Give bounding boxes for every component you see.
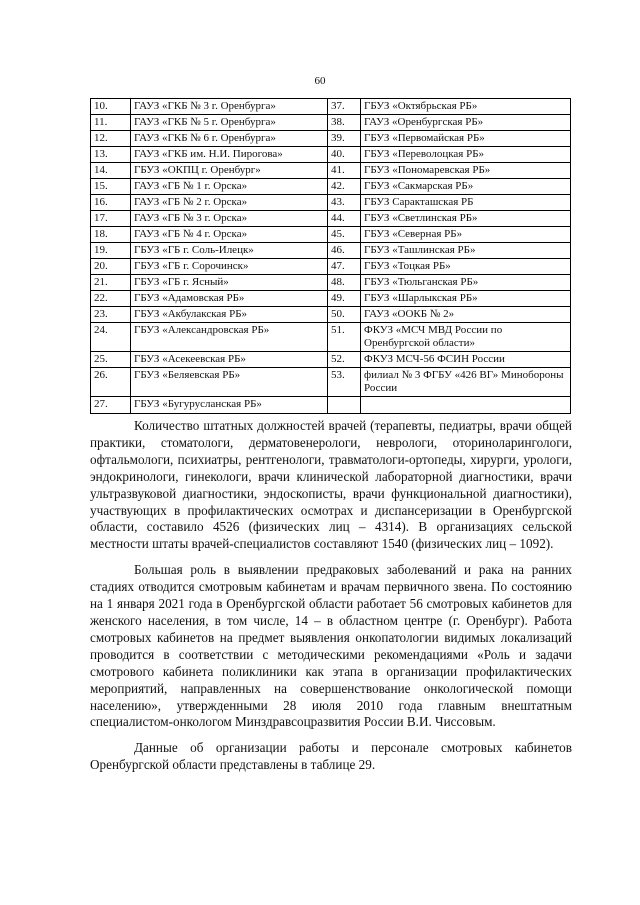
table-row xyxy=(91,368,571,397)
paragraph-exam-rooms: Большая роль в выявлении предраковых заболеваний и рака на ранних стадиях отводится смотровым кабинетам и врачам первичного звена. По состоянию на 1 января 2021 года в Оренбургской области работает 56 смотровых кабинетов для женского населения, в том числе, 14 – в областном центре (г. Оренбург). Работа смотровых кабинетов на предмет выявления онкопатологии видимых локализаций проводится в соответствии с методическими рекомендациями «Роль и задачи смотрового кабинета поликлиники как этапа в организации профилактических мероприятий, направленных на совершенствование онкологической помощи населению», утвержденными 28 июля 2010 года главным внештатным специалистом-онкологом Минздравсоцразвития России В.И. Чиссовым. xyxy=(90,562,572,730)
table-row xyxy=(91,227,571,243)
organization-right: ГБУЗ «Тоцкая РБ» xyxy=(361,259,571,275)
row-number-left: 19. xyxy=(91,243,131,259)
organization-left: ГАУЗ «ГБ № 1 г. Орска» xyxy=(131,179,328,195)
organization-left: ГБУЗ «Асекеевская РБ» xyxy=(131,352,328,368)
row-number-right: 49. xyxy=(328,291,361,307)
row-number-right: 43. xyxy=(328,195,361,211)
table-row xyxy=(91,307,571,323)
table-row xyxy=(91,323,571,352)
organizations-table-body xyxy=(91,99,571,414)
row-number-right: 48. xyxy=(328,275,361,291)
organization-left: ГАУЗ «ГКБ № 5 г. Оренбурга» xyxy=(131,115,328,131)
row-number-right: 42. xyxy=(328,179,361,195)
row-number-left: 15. xyxy=(91,179,131,195)
organization-right: ГБУЗ «Октябрьская РБ» xyxy=(361,99,571,115)
row-number-right: 50. xyxy=(328,307,361,323)
row-number-left: 25. xyxy=(91,352,131,368)
row-number-left: 16. xyxy=(91,195,131,211)
paragraph-staff-count: Количество штатных должностей врачей (терапевты, педиатры, врачи общей практики, стоматологи, дерматовенерологи, неврологи, оториноларингологи, офтальмологи, психиатры, рентгенологи, травматологи-ортопеды, хирурги, урологи, эндокринологи, гинекологи, врачи клинической лабораторной диагностики, врачи ультразвуковой диагностики, эндоскописты, врачи функциональной диагностики), участвующих в профилактических осмотрах и диспансеризации в Оренбургской области, составило 4526 (физических лиц – 4314). В организациях сельской местности штаты врачей-специалистов составляют 1540 (физических лиц – 1092). xyxy=(90,418,572,552)
organization-left: ГБУЗ «Александровская РБ» xyxy=(131,323,328,352)
row-number-right: 40. xyxy=(328,147,361,163)
organization-left: ГАУЗ «ГБ № 3 г. Орска» xyxy=(131,211,328,227)
organization-right xyxy=(361,397,571,414)
organization-right: ГБУЗ «Светлинская РБ» xyxy=(361,211,571,227)
organization-left: ГАУЗ «ГБ № 2 г. Орска» xyxy=(131,195,328,211)
row-number-right: 53. xyxy=(328,368,361,397)
row-number-right: 51. xyxy=(328,323,361,352)
organization-left: ГБУЗ «Беляевская РБ» xyxy=(131,368,328,397)
row-number-left: 21. xyxy=(91,275,131,291)
organizations-table xyxy=(90,98,571,414)
organization-left: ГБУЗ «ГБ г. Соль-Илецк» xyxy=(131,243,328,259)
organization-right: ГАУЗ «ООКБ № 2» xyxy=(361,307,571,323)
organization-right: ГБУЗ «Переволоцкая РБ» xyxy=(361,147,571,163)
row-number-right: 52. xyxy=(328,352,361,368)
row-number-right: 46. xyxy=(328,243,361,259)
organization-right: филиал № 3 ФГБУ «426 ВГ» Минобороны России xyxy=(361,368,571,397)
paragraph-table-reference: Данные об организации работы и персонале смотровых кабинетов Оренбургской области представлены в таблице 29. xyxy=(90,740,572,773)
table-row xyxy=(91,291,571,307)
table-row xyxy=(91,99,571,115)
row-number-right xyxy=(328,397,361,414)
table-row xyxy=(91,211,571,227)
table-row xyxy=(91,259,571,275)
organization-right: ГБУЗ «Пономаревская РБ» xyxy=(361,163,571,179)
row-number-left: 11. xyxy=(91,115,131,131)
table-row xyxy=(91,275,571,291)
organization-right: ГБУЗ «Сакмарская РБ» xyxy=(361,179,571,195)
row-number-left: 14. xyxy=(91,163,131,179)
row-number-right: 41. xyxy=(328,163,361,179)
organization-right: ГБУЗ «Шарлыкская РБ» xyxy=(361,291,571,307)
row-number-left: 22. xyxy=(91,291,131,307)
row-number-right: 37. xyxy=(328,99,361,115)
organization-right: ГБУЗ «Северная РБ» xyxy=(361,227,571,243)
organization-left: ГБУЗ «Акбулакская РБ» xyxy=(131,307,328,323)
row-number-left: 27. xyxy=(91,397,131,414)
organization-right: ГБУЗ Саракташская РБ xyxy=(361,195,571,211)
organization-left: ГАУЗ «ГКБ им. Н.И. Пирогова» xyxy=(131,147,328,163)
row-number-right: 38. xyxy=(328,115,361,131)
table-row xyxy=(91,163,571,179)
organization-right: ГБУЗ «Первомайская РБ» xyxy=(361,131,571,147)
row-number-right: 39. xyxy=(328,131,361,147)
row-number-left: 13. xyxy=(91,147,131,163)
row-number-right: 47. xyxy=(328,259,361,275)
row-number-left: 23. xyxy=(91,307,131,323)
table-row xyxy=(91,131,571,147)
table-row xyxy=(91,147,571,163)
organization-right: ФКУЗ МСЧ-56 ФСИН России xyxy=(361,352,571,368)
page-number: 60 xyxy=(314,75,326,87)
row-number-left: 12. xyxy=(91,131,131,147)
organization-left: ГБУЗ «Адамовская РБ» xyxy=(131,291,328,307)
organization-left: ГБУЗ «ОКПЦ г. Оренбург» xyxy=(131,163,328,179)
table-row xyxy=(91,352,571,368)
table-row xyxy=(91,195,571,211)
organization-right: ГБУЗ «Ташлинская РБ» xyxy=(361,243,571,259)
organization-left: ГАУЗ «ГКБ № 3 г. Оренбурга» xyxy=(131,99,328,115)
organization-left: ГБУЗ «ГБ г. Сорочинск» xyxy=(131,259,328,275)
row-number-left: 26. xyxy=(91,368,131,397)
organization-right: ФКУЗ «МСЧ МВД России по Оренбургской области» xyxy=(361,323,571,352)
row-number-right: 44. xyxy=(328,211,361,227)
row-number-left: 10. xyxy=(91,99,131,115)
organization-left: ГБУЗ «ГБ г. Ясный» xyxy=(131,275,328,291)
row-number-right: 45. xyxy=(328,227,361,243)
table-row xyxy=(91,397,571,414)
table-row xyxy=(91,115,571,131)
row-number-left: 18. xyxy=(91,227,131,243)
row-number-left: 20. xyxy=(91,259,131,275)
table-row xyxy=(91,243,571,259)
organization-left: ГАУЗ «ГКБ № 6 г. Оренбурга» xyxy=(131,131,328,147)
body-text xyxy=(90,418,572,783)
row-number-left: 24. xyxy=(91,323,131,352)
organization-right: ГБУЗ «Тюльганская РБ» xyxy=(361,275,571,291)
organization-left: ГБУЗ «Бугурусланская РБ» xyxy=(131,397,328,414)
table-row xyxy=(91,179,571,195)
organization-left: ГАУЗ «ГБ № 4 г. Орска» xyxy=(131,227,328,243)
row-number-left: 17. xyxy=(91,211,131,227)
organization-right: ГАУЗ «Оренбургская РБ» xyxy=(361,115,571,131)
